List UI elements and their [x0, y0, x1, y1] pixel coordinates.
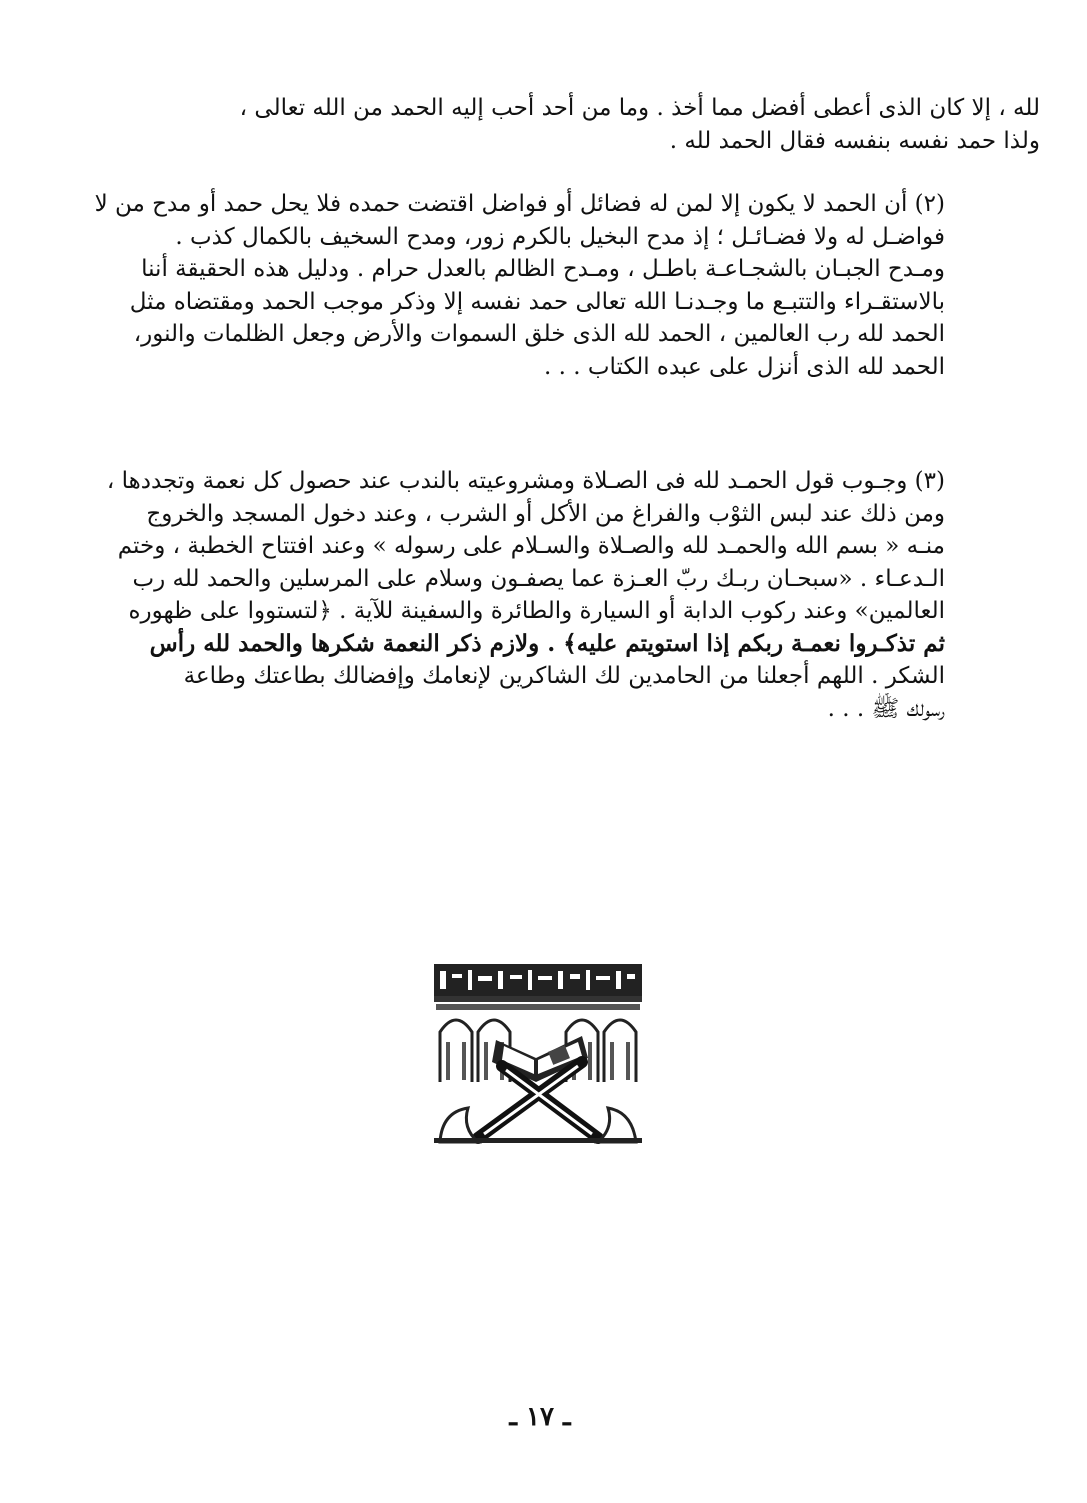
- text-line: ومـدح الجبـان بالشجـاعـة باطـل ، ومـدح الظالم بالعدل حرام . ودليل هذه الحقيقة أننا: [141, 256, 945, 282]
- text-line: ومن ذلك عند لبس الثوْب والفراغ من الأكل أو الشرب ، وعند دخول المسجد والخروج: [146, 500, 945, 527]
- text-line: ثم تذكـروا نعمـة ربكم إذا استويتم عليه﴾ . ولازم ذكر النعمة شكرها والحمد لله رأس: [149, 629, 945, 657]
- paragraph-2: [95, 188, 945, 383]
- text-line: فواضـل له ولا فضـائـل ؛ إذ مدح البخيل بالكرم زور، ومدح السخيف بالكمال كذب .: [175, 223, 945, 250]
- paragraph-1: [220, 92, 1040, 157]
- text-line: العالمين» وعند ركوب الدابة أو السيارة والطائرة والسفينة للآية . ﴿لتستووا على ظهوره: [128, 598, 945, 624]
- text-line: بالاستقـراء والتتبـع ما وجـدنـا الله تعالى حمد نفسه إلا وذكر موجب الحمد ومقتضاه مثل: [129, 288, 945, 315]
- text-line: لله ، إلا كان الذى أعطى أفضل مما أخذ . وما من أحد أحب إليه الحمد من الله تعالى ،: [239, 95, 1040, 121]
- quran-stand-mosque-ornament-icon: [432, 962, 644, 1145]
- text-line: رسولك ﷺ . . .: [827, 695, 945, 722]
- text-line: (٣) وجـوب قول الحمـد لله فى الصـلاة ومشروعيته بالندب عند حصول كل نعمة وتجددها ،: [106, 468, 945, 494]
- text-line: الـدعـاء . «سبحـان ربـك ربّ العـزة عما يصفـون وسلام على المرسلين والحمد لله رب: [132, 565, 945, 592]
- text-line: الحمد لله رب العالمين ، الحمد لله الذى خلق السموات والأرض وجعل الظلمات والنور،: [133, 321, 945, 347]
- text-line: الشكر . اللهم أجعلنا من الحامدين لك الشاكرين لإنعامك وإفضالك بطاعتك وطاعة: [183, 663, 945, 689]
- text-line: (٢) أن الحمد لا يكون إلا لمن له فضائل أو فواضل اقتضت حمده فلا يحل حمد أو مدح من لا: [95, 191, 945, 217]
- text-line: الحمد لله الذى أنزل على عبده الكتاب . . .: [544, 353, 945, 380]
- text-line: ولذا حمد نفسه بنفسه فقال الحمد لله .: [669, 127, 1040, 154]
- paragraph-3: [95, 465, 945, 725]
- text-line: منـه « بسم الله والحمـد لله والصـلاة والسـلام على رسوله » وعند افتتاح الخطبة ، وختم: [117, 533, 945, 559]
- page-number: ـ ١٧ ـ: [509, 1402, 571, 1432]
